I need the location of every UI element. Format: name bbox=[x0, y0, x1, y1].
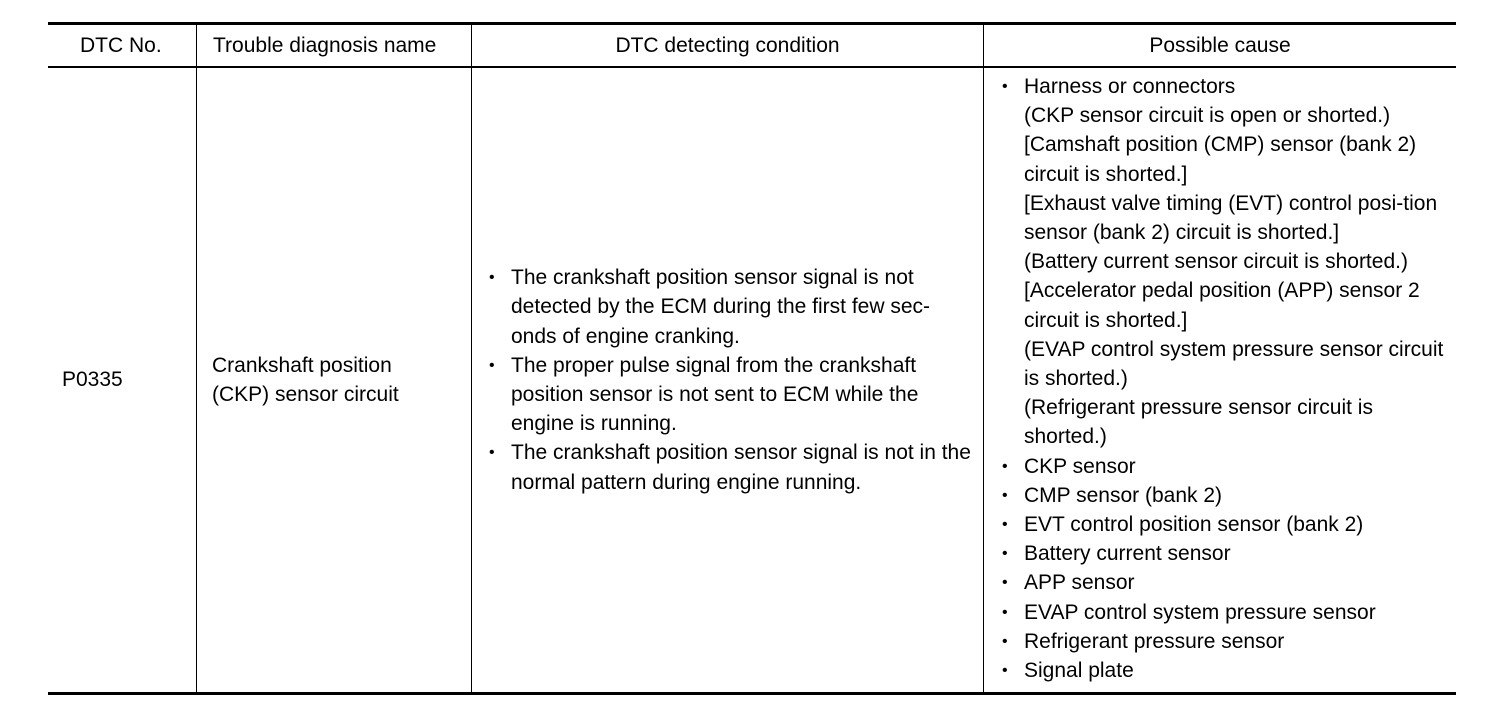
header-possible-cause: Possible cause bbox=[983, 25, 1456, 66]
possible-cause bbox=[983, 68, 1456, 692]
cause-detail: (EVAP control system pressure sensor circuit is shorted.) bbox=[1024, 337, 1444, 391]
trouble-diagnosis-name bbox=[196, 68, 471, 692]
cause-detail: [Accelerator pedal position (APP) sensor 2 circuit is shorted.] bbox=[1024, 279, 1420, 332]
diagnosis-name-line: (CKP) sensor circuit bbox=[212, 383, 399, 406]
condition-list bbox=[486, 263, 975, 497]
cause-list bbox=[999, 72, 1450, 685]
cause-detail: [Camshaft position (CMP) sensor (bank 2) circuit is shorted.] bbox=[1024, 133, 1417, 186]
cause-item: • Signal plate bbox=[999, 656, 1450, 685]
condition-item: • The crankshaft position sensor signal is not in the normal pattern during engine running. bbox=[486, 438, 975, 496]
cause-label: • Harness or connectors bbox=[1024, 75, 1236, 98]
header-dtc-no: DTC No. bbox=[80, 34, 162, 57]
cause-item: • CKP sensor bbox=[999, 452, 1450, 481]
dtc-number: P0335 bbox=[62, 368, 123, 391]
dtc-table bbox=[48, 22, 1456, 695]
condition-item: • The crankshaft position sensor signal is not detected by the ECM during the first few sec-onds of engine cranking. bbox=[486, 263, 975, 351]
table-header-row bbox=[48, 25, 1456, 68]
cause-item: • EVT control position sensor (bank 2) bbox=[999, 510, 1450, 539]
cause-item: • Battery current sensor bbox=[999, 539, 1450, 568]
header-trouble-diagnosis-name: Trouble diagnosis name bbox=[196, 25, 471, 66]
cause-item-harness bbox=[999, 72, 1450, 452]
cause-item: • EVAP control system pressure sensor bbox=[999, 598, 1450, 627]
cause-detail: [Exhaust valve timing (EVT) control posi-tion sensor (bank 2) circuit is shorted.] bbox=[1024, 191, 1438, 245]
cause-item: • CMP sensor (bank 2) bbox=[999, 481, 1450, 510]
cause-detail: (Refrigerant pressure sensor circuit is shorted.) bbox=[1024, 396, 1373, 449]
cause-item: • Refrigerant pressure sensor bbox=[999, 627, 1450, 656]
diagnosis-name-line: Crankshaft position bbox=[212, 354, 392, 377]
header-dtc-detecting-condition: DTC detecting condition bbox=[471, 25, 983, 66]
condition-item: • The proper pulse signal from the crankshaft position sensor is not sent to ECM while the engine is running. bbox=[486, 351, 975, 439]
cause-detail: (CKP sensor circuit is open or shorted.) bbox=[1024, 104, 1391, 128]
cause-detail: (Battery current sensor circuit is shorted.) bbox=[1024, 250, 1408, 274]
detecting-condition bbox=[471, 68, 983, 692]
table-row bbox=[48, 68, 1456, 692]
cause-item: • APP sensor bbox=[999, 568, 1450, 597]
